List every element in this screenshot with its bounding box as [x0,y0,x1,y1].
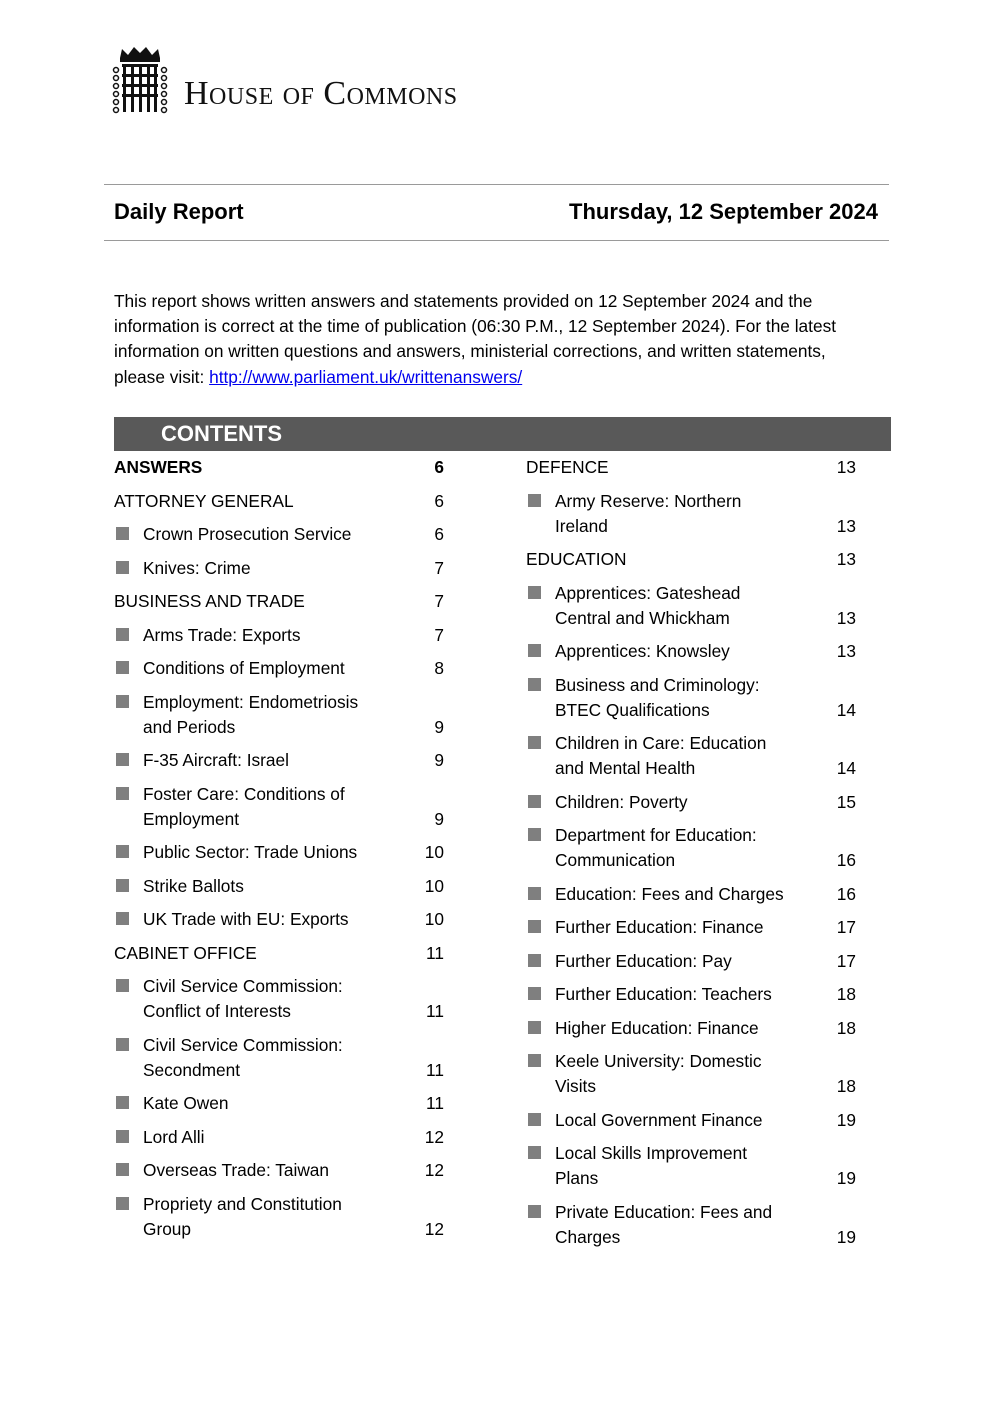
contents-entry[interactable] [526,790,856,815]
square-bullet-icon [116,912,129,925]
contents-entry[interactable] [526,673,856,723]
contents-entry[interactable] [526,982,856,1007]
entry-page-number: 13 [836,641,856,661]
entry-page-number: 12 [424,1126,444,1147]
square-bullet-icon [116,1096,129,1109]
square-bullet-icon [116,845,129,858]
contents-heading-bar [114,417,891,451]
contents-entry[interactable] [114,1158,444,1183]
entry-label: Education: Fees and Charges [555,883,784,904]
contents-entry[interactable] [114,1033,444,1083]
contents-entry[interactable] [526,1016,856,1041]
entry-label: Children in Care: Education and Mental Health [555,733,767,778]
entry-label: Foster Care: Conditions of Employment [143,783,345,829]
intro-paragraph [114,289,874,390]
square-bullet-icon [528,987,541,1000]
contents-section[interactable] [114,589,444,614]
entry-label: Apprentices: Gateshead Central and Whickham [555,582,741,628]
contents-entry[interactable] [114,782,444,832]
entry-page-number: 12 [424,1160,444,1180]
entry-label: Local Government Finance [555,1109,763,1130]
contents-entry[interactable] [114,656,444,681]
contents-entry[interactable] [114,623,444,648]
entry-page-number: 7 [434,624,444,645]
square-bullet-icon [528,678,541,691]
entry-label: Further Education: Pay [555,950,732,971]
entry-page-number: 13 [836,549,856,569]
square-bullet-icon [116,1163,129,1176]
entry-page-number: 8 [434,658,444,678]
entry-label: Public Sector: Trade Unions [143,842,358,862]
contents-entry[interactable] [114,690,444,740]
square-bullet-icon [528,736,541,749]
entry-label: Children: Poverty [555,791,688,812]
contents-section[interactable] [114,941,444,966]
entry-page-number: 6 [434,457,444,477]
entry-page-number: 11 [426,942,444,963]
contents-entry[interactable] [526,639,856,664]
entry-label: DEFENCE [526,457,609,477]
contents-entry[interactable] [526,1049,856,1099]
entry-label: Knives: Crime [143,557,251,578]
square-bullet-icon [528,1113,541,1126]
entry-page-number: 14 [836,699,856,720]
entry-page-number: 7 [434,557,444,578]
entry-page-number: 18 [836,1017,856,1038]
header-divider-top [104,184,889,185]
square-bullet-icon [528,920,541,933]
entry-label: Department for Education: Communication [555,825,757,870]
square-bullet-icon [116,527,129,540]
entry-label: Higher Education: Finance [555,1017,759,1038]
entry-page-number: 10 [424,875,444,896]
contents-entry[interactable] [114,748,444,773]
logo-text: House of Commons [184,75,458,112]
entry-page-number: 13 [836,607,856,628]
entry-page-number: 19 [836,1109,856,1130]
contents-section[interactable] [114,489,444,514]
square-bullet-icon [116,1130,129,1143]
contents-entry[interactable] [114,907,444,932]
entry-label: Keele University: Domestic Visits [555,1051,762,1096]
entry-label: Local Skills Improvement Plans [555,1143,748,1188]
square-bullet-icon [116,753,129,766]
entry-label: CABINET OFFICE [114,942,257,963]
contents-entry[interactable] [526,823,856,873]
entry-page-number: 7 [434,591,444,611]
entry-label: Lord Alli [143,1126,205,1147]
entry-page-number: 15 [836,791,856,812]
square-bullet-icon [528,828,541,841]
square-bullet-icon [116,561,129,574]
square-bullet-icon [528,586,541,599]
entry-label: Civil Service Commission: Secondment [143,1034,343,1080]
entry-page-number: 18 [836,1076,856,1096]
square-bullet-icon [528,494,541,507]
entry-label: Business and Criminology: BTEC Qualifications [555,674,760,720]
contents-column-right [526,455,856,1258]
entry-page-number: 16 [836,883,856,904]
entry-label: EDUCATION [526,549,627,569]
square-bullet-icon [528,887,541,900]
portcullis-icon [112,44,168,114]
contents-entry[interactable] [526,489,856,539]
entry-label: Kate Owen [143,1093,229,1113]
contents-entry[interactable] [114,1125,444,1150]
entry-label: Private Education: Fees and Charges [555,1201,773,1247]
entry-label: Apprentices: Knowsley [555,641,730,661]
entry-label: Crown Prosecution Service [143,524,352,544]
entry-label: Further Education: Finance [555,917,764,937]
square-bullet-icon [528,795,541,808]
entry-page-number: 11 [426,1093,444,1113]
square-bullet-icon [528,1054,541,1067]
entry-label: ANSWERS [114,457,203,477]
entry-label: ATTORNEY GENERAL [114,490,294,511]
entry-label: UK Trade with EU: Exports [143,909,349,929]
square-bullet-icon [116,1038,129,1051]
square-bullet-icon [528,1021,541,1034]
entry-page-number: 11 [426,1001,444,1021]
contents-section[interactable] [526,547,856,572]
contents-section[interactable] [114,455,444,480]
entry-label: Strike Ballots [143,875,244,896]
entry-page-number: 17 [836,950,856,971]
square-bullet-icon [116,628,129,641]
entry-label: Conditions of Employment [143,658,345,678]
entry-page-number: 10 [424,909,444,929]
contents-entry[interactable] [114,1192,444,1242]
entry-page-number: 10 [424,842,444,862]
contents-heading: CONTENTS [161,421,282,446]
entry-label: Employment: Endometriosis and Periods [143,691,359,737]
contents-entry[interactable] [526,949,856,974]
entry-page-number: 17 [836,917,856,937]
square-bullet-icon [116,979,129,992]
written-answers-link[interactable]: http://www.parliament.uk/writtenanswers/ [209,366,523,387]
contents-entry[interactable] [114,556,444,581]
entry-label: Overseas Trade: Taiwan [143,1160,330,1180]
square-bullet-icon [528,644,541,657]
entry-label: Further Education: Teachers [555,984,772,1004]
entry-label: F-35 Aircraft: Israel [143,750,289,770]
square-bullet-icon [116,661,129,674]
square-bullet-icon [528,1146,541,1159]
square-bullet-icon [116,1197,129,1210]
contents-entry[interactable] [114,974,444,1024]
entry-label: Army Reserve: Northern Ireland [555,490,742,536]
contents-entry[interactable] [526,1141,856,1191]
report-title: Daily Report [114,199,244,224]
entry-page-number: 13 [836,457,856,477]
entry-page-number: 18 [836,984,856,1004]
contents-column-left [114,455,444,1250]
square-bullet-icon [528,954,541,967]
entry-page-number: 14 [836,758,856,778]
contents-entry[interactable] [114,1091,444,1116]
entry-label: BUSINESS AND TRADE [114,591,305,611]
report-date: Thursday, 12 September 2024 [569,199,878,224]
contents-entry[interactable] [114,874,444,899]
entry-page-number: 6 [434,524,444,544]
square-bullet-icon [528,1205,541,1218]
square-bullet-icon [116,787,129,800]
square-bullet-icon [116,695,129,708]
contents-entry[interactable] [526,1108,856,1133]
entry-page-number: 19 [836,1168,856,1188]
contents-section[interactable] [526,455,856,480]
contents-entry[interactable] [526,882,856,907]
entry-page-number: 9 [434,750,444,770]
contents-entry[interactable] [526,731,856,781]
house-of-commons-logo [112,44,532,114]
intro-text: This report shows written answers and statements provided on 12 September 2024 and the information is correct at the time of publication (06:30 P.M., 12 September 2024). For the latest information on written questions and answers, ministerial corrections, and written statements, please visit: [114,291,837,387]
entry-label: Arms Trade: Exports [143,624,301,645]
entry-page-number: 16 [836,850,856,870]
entry-page-number: 6 [434,490,444,511]
entry-label: Propriety and Constitution Group [143,1193,342,1239]
entry-page-number: 9 [434,716,444,737]
contents-entry[interactable] [526,915,856,940]
entry-page-number: 13 [836,515,856,536]
contents-entry[interactable] [526,1200,856,1250]
square-bullet-icon [116,879,129,892]
contents-entry[interactable] [114,522,444,547]
contents-entry[interactable] [114,840,444,865]
header-divider-bottom [104,240,889,241]
entry-page-number: 11 [426,1059,444,1080]
entry-page-number: 12 [424,1218,444,1239]
contents-entry[interactable] [526,581,856,631]
entry-label: Civil Service Commission: Conflict of Interests [143,976,343,1021]
entry-page-number: 9 [434,808,444,829]
entry-page-number: 19 [836,1226,856,1247]
